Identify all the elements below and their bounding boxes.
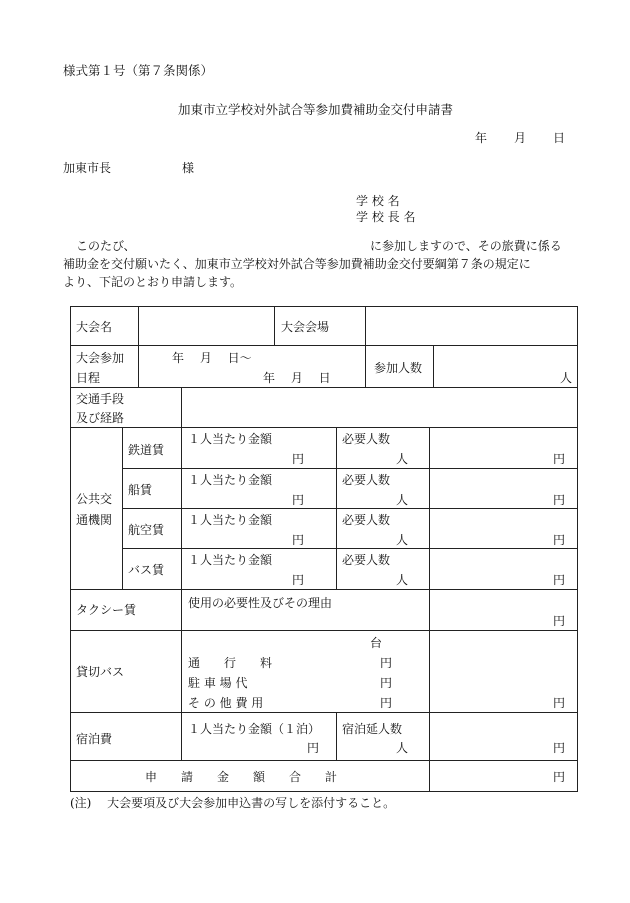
public-transport-label-2: 通機関	[76, 513, 113, 527]
venue-label: 大会会場	[281, 320, 330, 334]
form-title: 加東市立学校対外試合等参加費補助金交付申請書	[178, 102, 454, 117]
other-cost-yen: 円	[380, 696, 393, 710]
taxi-total-yen: 円	[553, 614, 566, 628]
air-required-label: 必要人数	[342, 513, 391, 527]
rail-per-person-label: １人当たり金額	[188, 432, 273, 446]
rail-per-person-yen: 円	[292, 452, 305, 466]
lodging-per-person-label: １人当たり金額（１泊）	[188, 722, 321, 736]
form-number: 様式第１号（第７条関係）	[63, 63, 214, 78]
date-from: 年 月 日～	[172, 351, 252, 365]
schedule-label-1: 大会参加	[76, 351, 125, 365]
body-line-1-start: このたび、	[76, 239, 136, 253]
bus-per-person-label: １人当たり金額	[188, 553, 273, 567]
toll-yen: 円	[380, 656, 393, 670]
lodging-nights-label: 宿泊延人数	[342, 722, 403, 736]
parking-label: 駐 車 場 代	[188, 676, 248, 690]
rail-fare-label: 鉄道賃	[128, 443, 165, 457]
ship-fare-label: 船賃	[128, 483, 153, 497]
participants-label: 参加人数	[374, 361, 423, 375]
rail-total-yen: 円	[553, 452, 566, 466]
body-line-1-end: に参加しますので、その旅費に係る	[370, 239, 562, 253]
ship-per-person-yen: 円	[292, 493, 305, 507]
route-label-1: 交通手段	[76, 392, 125, 406]
lodging-total-yen: 円	[553, 741, 566, 755]
tournament-name-label: 大会名	[76, 320, 113, 334]
body-line-3: より、下記のとおり申請します。	[63, 275, 243, 289]
date-month: 月	[514, 131, 527, 145]
ship-required-label: 必要人数	[342, 473, 391, 487]
addressee: 加東市長	[63, 161, 112, 175]
school-name-label: 学 校 名	[356, 194, 400, 208]
taxi-reason-label: 使用の必要性及びその理由	[188, 596, 333, 610]
date-to: 年 月 日	[263, 371, 331, 385]
public-transport-label-1: 公共交	[76, 492, 113, 506]
air-total-yen: 円	[553, 533, 566, 547]
bus-per-person-yen: 円	[292, 573, 305, 587]
date-year: 年	[475, 131, 488, 145]
charter-bus-label: 貸切バス	[76, 665, 125, 679]
bus-count-unit: 台	[370, 636, 383, 650]
grand-total-label: 申 請 金 額 合 計	[145, 770, 338, 784]
lodging-nights-unit: 人	[396, 741, 409, 755]
other-cost-label: そ の 他 費 用	[188, 696, 264, 710]
parking-yen: 円	[380, 676, 393, 690]
ship-required-unit: 人	[396, 493, 409, 507]
route-label-2: 及び経路	[76, 411, 125, 425]
footnote: (注) 大会要項及び大会参加申込書の写しを添付すること。	[70, 796, 396, 810]
charter-bus-total-yen: 円	[553, 696, 566, 710]
principal-name-label: 学 校 長 名	[356, 210, 416, 224]
rail-required-label: 必要人数	[342, 432, 391, 446]
lodging-per-person-yen: 円	[307, 741, 320, 755]
date-day: 日	[553, 131, 566, 145]
bus-required-unit: 人	[396, 573, 409, 587]
taxi-fare-label: タクシー賃	[76, 603, 137, 617]
addressee-suffix: 様	[182, 161, 195, 175]
air-fare-label: 航空賃	[128, 523, 165, 537]
bus-fare-label: バス賃	[128, 563, 165, 577]
air-per-person-yen: 円	[292, 533, 305, 547]
toll-label: 通 行 料	[188, 656, 273, 670]
rail-required-unit: 人	[396, 452, 409, 466]
body-line-2: 補助金を交付願いたく、加東市立学校対外試合等参加費補助金交付要綱第７条の規定に	[63, 257, 531, 271]
bus-required-label: 必要人数	[342, 553, 391, 567]
lodging-label: 宿泊費	[76, 732, 113, 746]
grand-total-yen: 円	[553, 770, 566, 784]
air-required-unit: 人	[396, 533, 409, 547]
ship-total-yen: 円	[553, 493, 566, 507]
participants-unit: 人	[560, 371, 573, 385]
ship-per-person-label: １人当たり金額	[188, 473, 273, 487]
schedule-label-2: 日程	[76, 371, 101, 385]
air-per-person-label: １人当たり金額	[188, 513, 273, 527]
bus-total-yen: 円	[553, 573, 566, 587]
